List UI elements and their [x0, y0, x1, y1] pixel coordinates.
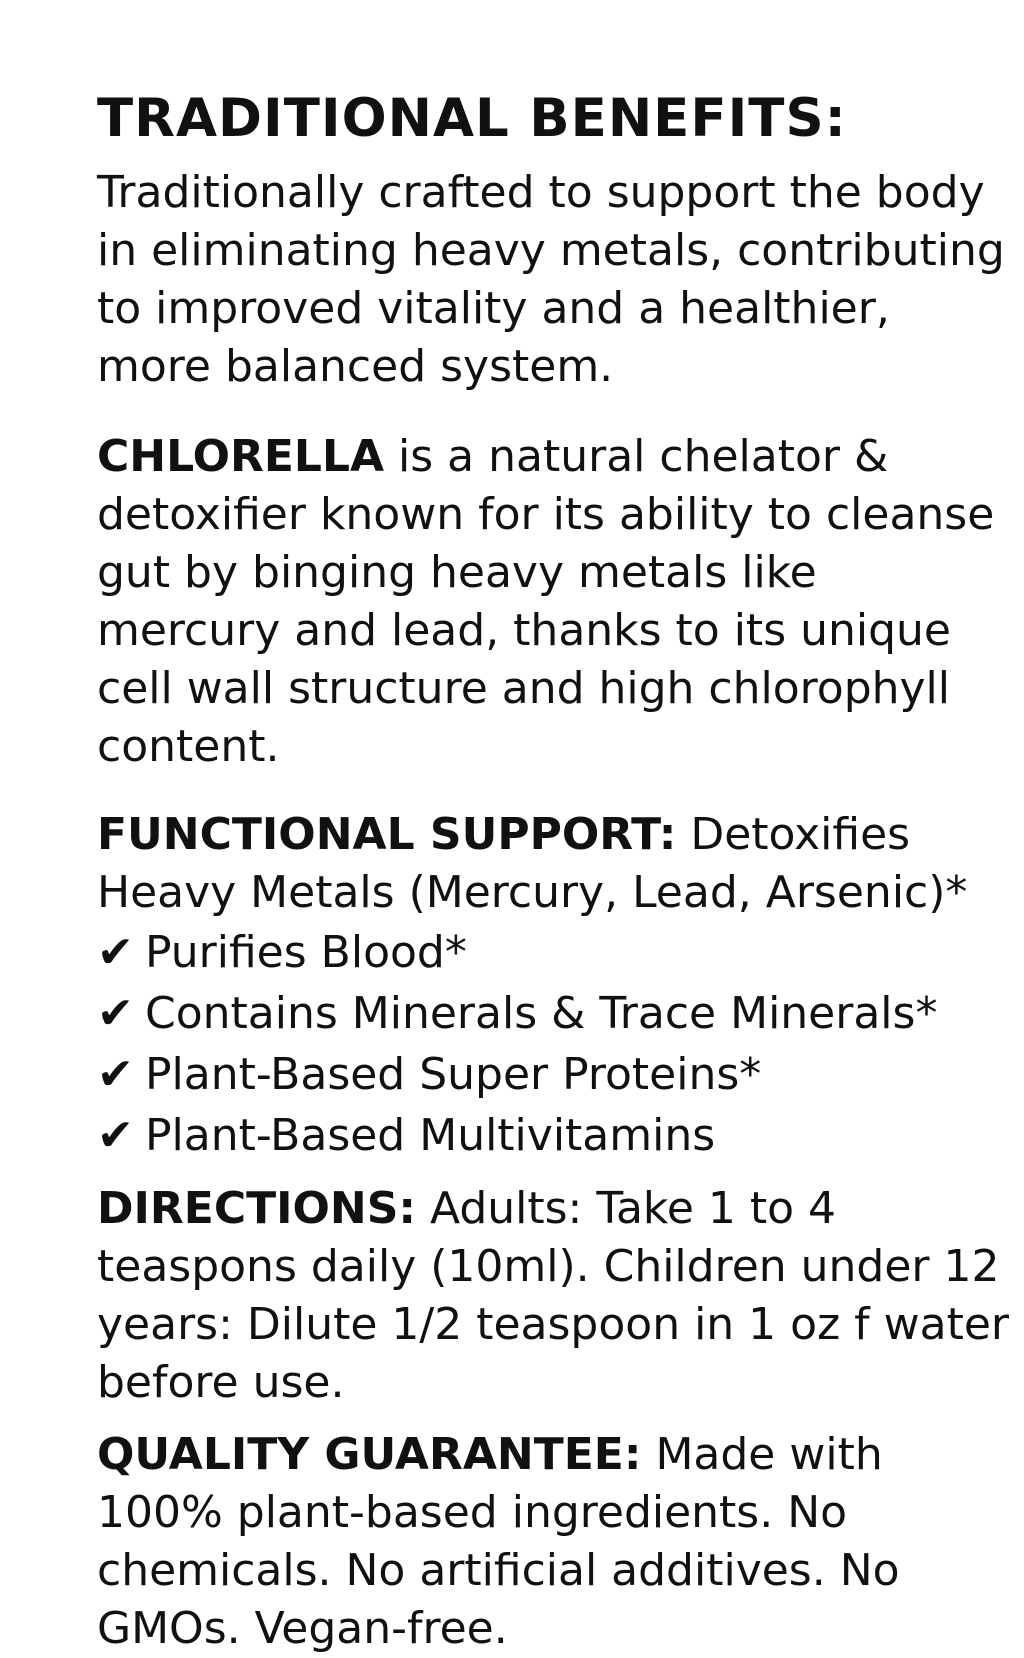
checklist-item-label: Plant-Based Super Proteins* — [145, 1049, 762, 1100]
label-text-panel — [97, 88, 1012, 1658]
checklist-item-label: Contains Minerals & Trace Minerals* — [145, 988, 938, 1039]
traditional-benefits-heading: TRADITIONAL BENEFITS: — [97, 88, 847, 149]
benefits-checklist — [97, 922, 1012, 1166]
chlorella-lead: CHLORELLA — [97, 431, 385, 482]
checklist-item-label: Purifies Blood* — [145, 927, 467, 978]
functional-support-text: Detoxifies Heavy Metals (Mercury, Lead, Arsenic)* — [97, 809, 968, 918]
checkmark-icon: ✔ — [97, 927, 134, 978]
checkmark-icon: ✔ — [97, 1049, 134, 1100]
directions-paragraph — [97, 1180, 1012, 1412]
list-item — [97, 922, 1012, 983]
directions-lead: DIRECTIONS: — [97, 1183, 417, 1234]
quality-guarantee-lead: QUALITY GUARANTEE: — [97, 1429, 642, 1480]
quality-guarantee-paragraph — [97, 1426, 1012, 1658]
checkmark-icon: ✔ — [97, 1110, 134, 1161]
chlorella-paragraph — [97, 428, 1012, 776]
checklist-item-label: Plant-Based Multivitamins — [145, 1110, 716, 1161]
list-item — [97, 1105, 1012, 1166]
traditional-benefits-text: Traditionally crafted to support the body in eliminating heavy metals, contributing to improved vitality and a healthier, more balanced system. — [97, 167, 1005, 392]
directions-text: Adults: Take 1 to 4 teaspons daily (10ml). Children under 12 years: Dilute 1/2 teaspoon in 1 oz f water before use. — [97, 1183, 1009, 1408]
quality-guarantee-text: Made with 100% plant-based ingredients. No chemicals. No artificial additives. No GMOs. Vegan-free. — [97, 1429, 900, 1654]
checkmark-icon: ✔ — [97, 988, 134, 1039]
list-item — [97, 983, 1012, 1044]
functional-support-paragraph — [97, 806, 1012, 922]
functional-support-lead: FUNCTIONAL SUPPORT: — [97, 809, 677, 860]
list-item — [97, 1044, 1012, 1105]
chlorella-text: is a natural chelator & detoxifier known for its ability to cleanse gut by binging heavy metals like mercury and lead, thanks to its unique cell wall structure and high chlorophyll content. — [97, 431, 995, 772]
